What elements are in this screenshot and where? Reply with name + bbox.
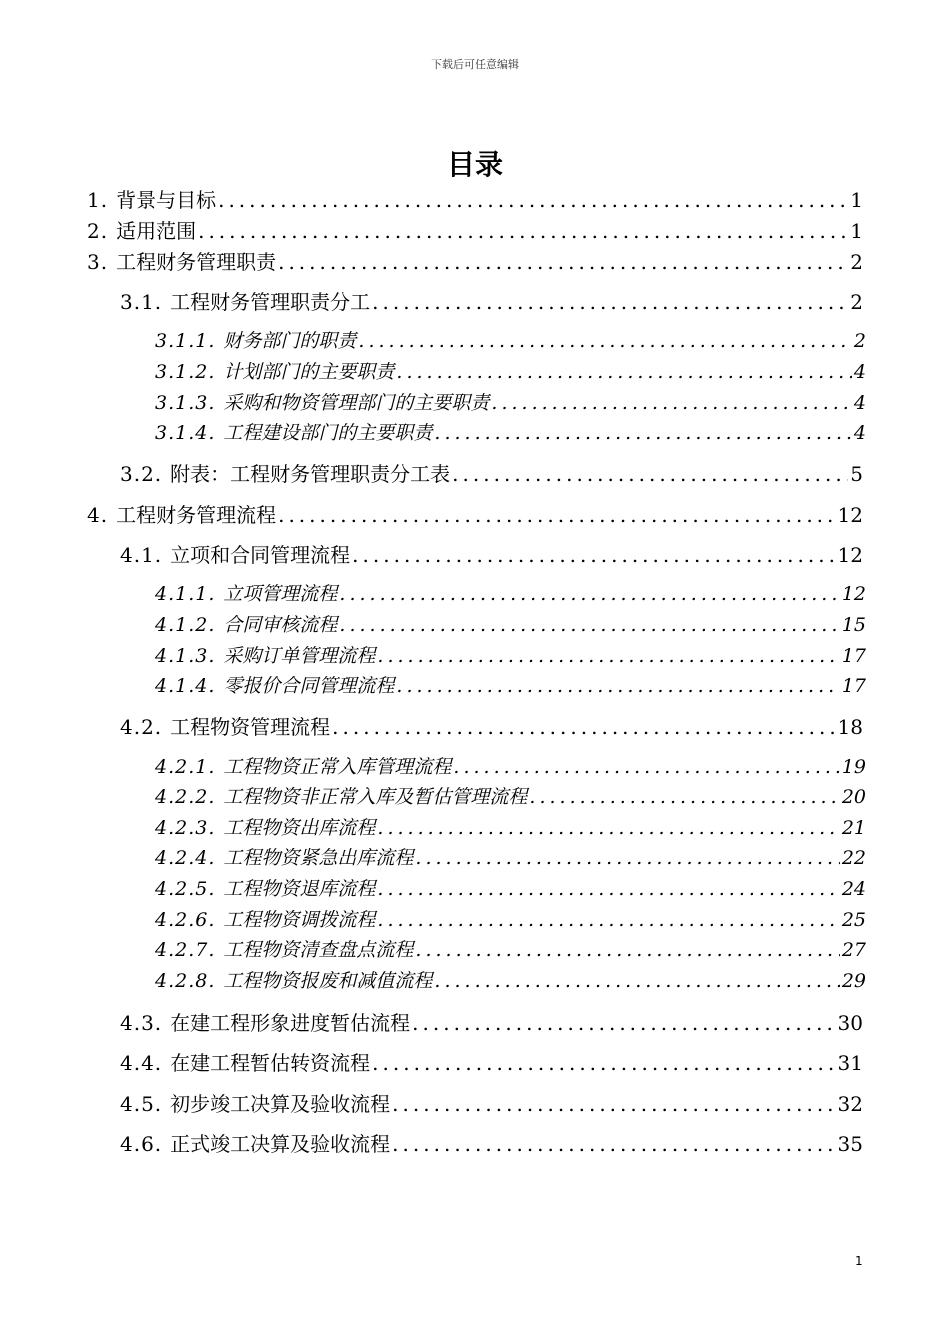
toc-entry[interactable]	[155, 579, 866, 609]
toc-entry[interactable]	[87, 499, 863, 529]
toc-entry[interactable]	[155, 326, 866, 356]
toc-page: 31	[837, 1051, 863, 1075]
toc-number: 3.2.	[120, 462, 163, 486]
dot-leader	[491, 392, 852, 414]
dot-leader	[396, 675, 839, 697]
toc-title-text: 工程物资调拨流程	[223, 909, 376, 931]
toc-entry[interactable]	[155, 418, 866, 448]
toc-title-text: 背景与目标	[116, 188, 217, 212]
toc-entry[interactable]	[120, 1088, 863, 1118]
toc-number: 4.1.	[120, 543, 163, 567]
toc-number: 2.	[87, 219, 109, 243]
toc-entry[interactable]	[155, 874, 866, 904]
toc-entry[interactable]	[155, 610, 866, 640]
toc-title-text: 工程物资清查盘点流程	[223, 939, 414, 961]
dot-leader	[339, 583, 839, 605]
dot-leader	[352, 543, 835, 567]
toc-entry[interactable]	[155, 357, 866, 387]
toc-page: 4	[853, 422, 866, 444]
toc-title-text: 适用范围	[116, 219, 197, 243]
dot-leader	[377, 909, 839, 931]
toc-number: 3.	[87, 250, 109, 274]
toc-page: 17	[841, 675, 866, 697]
dot-leader	[372, 290, 848, 314]
dot-leader	[377, 645, 839, 667]
toc-page: 4	[853, 392, 866, 414]
toc-page: 1	[850, 219, 863, 243]
toc-title-text: 立项管理流程	[223, 583, 338, 605]
dot-leader	[415, 847, 839, 869]
dot-leader	[529, 786, 839, 808]
toc-entry[interactable]	[155, 966, 866, 996]
toc-page: 12	[837, 503, 863, 527]
toc-number: 4.2.5.	[155, 878, 216, 900]
toc-number: 4.2.	[120, 715, 163, 739]
toc-number: 3.1.	[120, 290, 163, 314]
toc-title-text: 工程物资紧急出库流程	[223, 847, 414, 869]
toc-number: 4.5.	[120, 1092, 163, 1116]
toc-entry[interactable]	[120, 711, 863, 741]
toc-number: 3.1.4.	[155, 422, 216, 444]
dot-leader	[415, 939, 839, 961]
toc-title-text: 工程物资报废和减值流程	[223, 970, 433, 992]
toc-title-text: 工程财务管理职责	[116, 250, 277, 274]
toc-page: 15	[841, 614, 866, 636]
toc-number: 4.2.7.	[155, 939, 216, 961]
toc-entry[interactable]	[120, 1128, 863, 1158]
toc-title-text: 采购订单管理流程	[223, 645, 376, 667]
toc-page: 19	[841, 756, 866, 778]
toc-entry[interactable]	[120, 286, 863, 316]
toc-entry[interactable]	[155, 905, 866, 935]
dot-leader	[396, 361, 852, 383]
toc-number: 4.2.6.	[155, 909, 216, 931]
toc-page: 4	[853, 361, 866, 383]
toc-number: 4.2.2.	[155, 786, 216, 808]
toc-page: 30	[837, 1011, 863, 1035]
toc-number: 4.1.2.	[155, 614, 216, 636]
dot-leader	[392, 1132, 835, 1156]
dot-leader	[377, 878, 839, 900]
toc-title-text: 零报价合同管理流程	[223, 675, 395, 697]
toc-title-text: 工程建设部门的主要职责	[223, 422, 433, 444]
toc-number: 4.1.3.	[155, 645, 216, 667]
toc-title-text: 计划部门的主要职责	[223, 361, 395, 383]
toc-page: 5	[850, 462, 863, 486]
dot-leader	[358, 330, 852, 352]
toc-entry[interactable]	[155, 671, 866, 701]
toc-number: 4.3.	[120, 1011, 163, 1035]
toc-title-text: 立项和合同管理流程	[170, 543, 351, 567]
dot-leader	[339, 614, 839, 636]
toc-page: 20	[841, 786, 866, 808]
toc-title-text: 在建工程形象进度暂估流程	[170, 1011, 411, 1035]
page-number: 1	[855, 1254, 863, 1268]
dot-leader	[198, 219, 848, 243]
toc-entry[interactable]	[87, 215, 863, 245]
toc-entry[interactable]	[120, 458, 863, 488]
toc-page: 24	[841, 878, 866, 900]
toc-entry[interactable]	[120, 539, 863, 569]
toc-number: 3.1.2.	[155, 361, 216, 383]
toc-entry[interactable]	[155, 641, 866, 671]
toc-title: 目录	[446, 148, 503, 181]
toc-title-text: 在建工程暂估转资流程	[170, 1051, 371, 1075]
toc-entry[interactable]	[155, 843, 866, 873]
toc-entry[interactable]	[155, 935, 866, 965]
toc-title-text: 工程物资管理流程	[170, 715, 331, 739]
toc-title-text: 合同审核流程	[223, 614, 338, 636]
toc-page: 27	[841, 939, 866, 961]
toc-number: 3.1.1.	[155, 330, 216, 352]
dot-leader	[372, 1051, 835, 1075]
toc-page: 2	[850, 290, 863, 314]
toc-page: 12	[841, 583, 866, 605]
toc-number: 4.1.4.	[155, 675, 216, 697]
dot-leader	[434, 970, 839, 992]
dot-leader	[434, 422, 852, 444]
toc-page: 2	[850, 250, 863, 274]
toc-page: 12	[837, 543, 863, 567]
dot-leader	[377, 817, 839, 839]
toc-number: 4.2.8.	[155, 970, 216, 992]
dot-leader	[278, 503, 835, 527]
toc-number: 4.6.	[120, 1132, 163, 1156]
toc-page: 1	[850, 188, 863, 212]
toc-title-text: 初步竣工决算及验收流程	[170, 1092, 391, 1116]
toc-page: 21	[841, 817, 866, 839]
header-note: 下载后可任意编辑	[431, 58, 519, 71]
dot-leader	[278, 250, 848, 274]
toc-entry[interactable]	[155, 752, 866, 782]
toc-title-text: 工程物资非正常入库及暂估管理流程	[223, 786, 528, 808]
dot-leader	[412, 1011, 835, 1035]
toc-title-text: 采购和物资管理部门的主要职责	[223, 392, 490, 414]
toc-number: 4.2.4.	[155, 847, 216, 869]
toc-number: 4.2.3.	[155, 817, 216, 839]
dot-leader	[218, 188, 848, 212]
toc-title-text: 工程财务管理流程	[116, 503, 277, 527]
toc-number: 4.2.1.	[155, 756, 216, 778]
toc-page: 29	[841, 970, 866, 992]
toc-entry[interactable]	[155, 388, 866, 418]
toc-number: 4.	[87, 503, 109, 527]
toc-page: 35	[837, 1132, 863, 1156]
toc-page: 22	[841, 847, 866, 869]
toc-page: 25	[841, 909, 866, 931]
toc-number: 1.	[87, 188, 109, 212]
toc-entry[interactable]	[87, 184, 863, 214]
toc-number: 4.4.	[120, 1051, 163, 1075]
dot-leader	[332, 715, 835, 739]
toc-number: 4.1.1.	[155, 583, 216, 605]
toc-entry[interactable]	[120, 1007, 863, 1037]
toc-page: 32	[837, 1092, 863, 1116]
toc-number: 3.1.3.	[155, 392, 216, 414]
dot-leader	[453, 756, 839, 778]
toc-entry[interactable]	[87, 246, 863, 276]
toc-page: 17	[841, 645, 866, 667]
dot-leader	[392, 1092, 835, 1116]
toc-entry[interactable]	[155, 813, 866, 843]
toc-title-text: 正式竣工决算及验收流程	[170, 1132, 391, 1156]
toc-title-text: 工程物资退库流程	[223, 878, 376, 900]
toc-title-text: 财务部门的职责	[223, 330, 357, 352]
toc-title-text: 工程财务管理职责分工	[170, 290, 371, 314]
toc-page: 2	[853, 330, 866, 352]
toc-entry[interactable]	[155, 782, 866, 812]
toc-title-text: 工程物资出库流程	[223, 817, 376, 839]
toc-page: 18	[837, 715, 863, 739]
toc-title-text: 工程物资正常入库管理流程	[223, 756, 452, 778]
dot-leader	[452, 462, 848, 486]
toc-entry[interactable]	[120, 1047, 863, 1077]
toc-title-text: 附表：工程财务管理职责分工表	[170, 462, 451, 486]
